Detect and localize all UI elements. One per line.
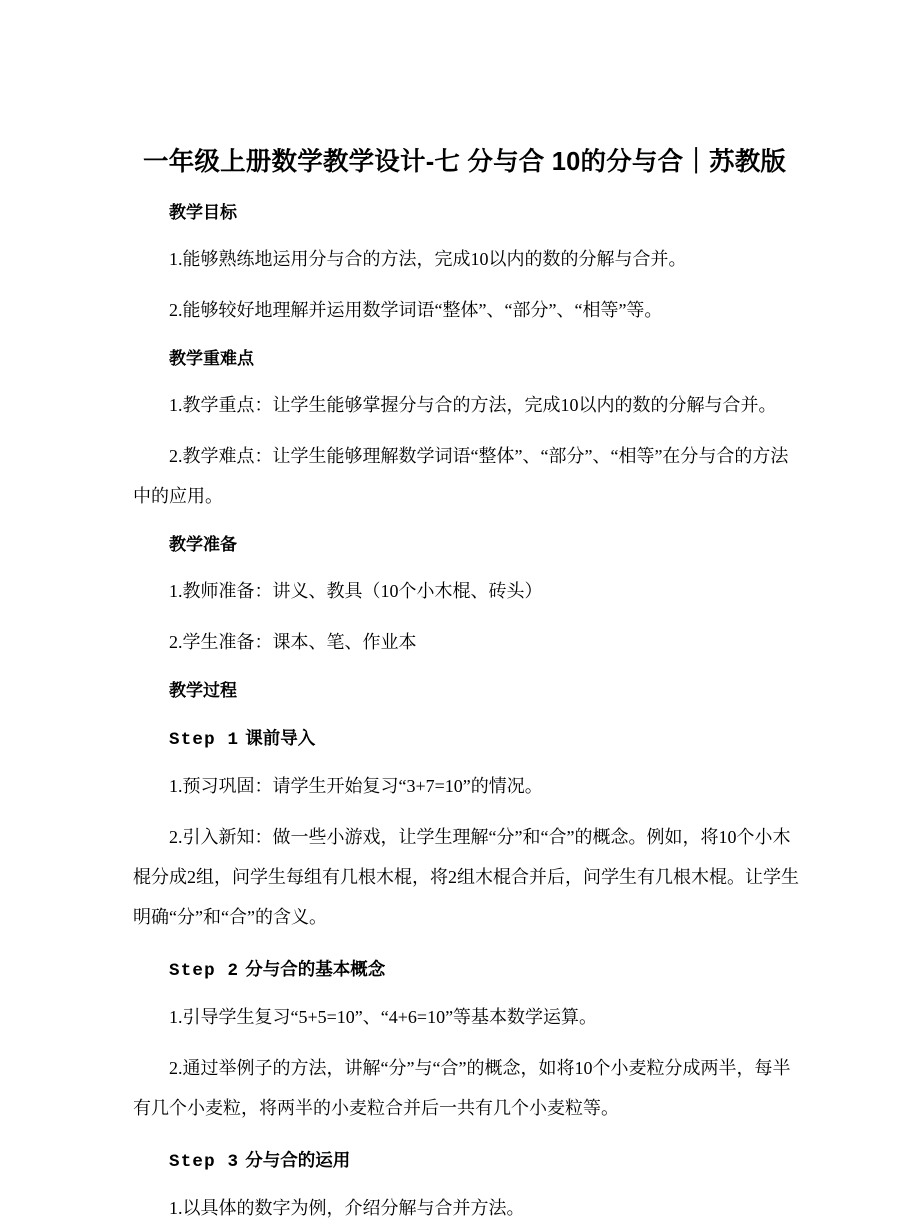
step-2-block: [133, 954, 801, 1128]
section-heading: 教学目标: [169, 203, 237, 222]
paragraph: 1.教师准备：讲义、教具（10个小木棍、砖头）: [169, 581, 543, 601]
paragraph: 1.以具体的数字为例，介绍分解与合并方法。: [169, 1198, 525, 1218]
page-title: 一年级上册数学教学设计-七 分与合 10的分与合｜苏教版: [143, 148, 787, 176]
paragraph: 2.学生准备：课本、笔、作业本: [169, 632, 417, 652]
paragraph: 1.教学重点：让学生能够掌握分与合的方法，完成10以内的数的分解与合并。: [169, 395, 777, 415]
step-title: 分与合的基本概念: [245, 959, 386, 979]
paragraph: 2.引入新知：做一些小游戏，让学生理解“分”和“合”的概念。例如，将10个小木棍分成2组，问学生每组有几根木棍，将2组木棍合并后，问学生有几根木棍。让学生明确“分”和“合”的含义。: [133, 827, 799, 927]
step-title: 分与合的运用: [245, 1150, 351, 1170]
paragraph: 1.能够熟练地运用分与合的方法，完成10以内的数的分解与合并。: [169, 249, 687, 269]
step-heading: [169, 954, 801, 986]
step-label: Step 3: [169, 1152, 240, 1172]
paragraph: 1.引导学生复习“5+5=10”、“4+6=10”等基本数学运算。: [169, 1007, 598, 1027]
document-body: [133, 140, 801, 1228]
section-heading: 教学准备: [169, 535, 237, 554]
section-heading: 教学重难点: [169, 349, 254, 368]
step-heading: [169, 1145, 801, 1177]
paragraph: 1.预习巩固：请学生开始复习“3+7=10”的情况。: [169, 776, 543, 796]
paragraph: 2.能够较好地理解并运用数学词语“整体”、“部分”、“相等”等。: [169, 300, 663, 320]
step-3-block: [133, 1145, 801, 1228]
step-1-block: [133, 723, 801, 937]
step-title: 课前导入: [245, 728, 316, 748]
step-label: Step 1: [169, 730, 240, 750]
section-teaching-preparation: [133, 530, 801, 662]
paragraph: 2.通过举例子的方法，讲解“分”与“合”的概念，如将10个小麦粒分成两半，每半有几个小麦粒，将两半的小麦粒合并后一共有几个小麦粒等。: [133, 1058, 791, 1118]
step-heading: [169, 723, 801, 755]
step-label: Step 2: [169, 961, 240, 981]
paragraph: 2.教学难点：让学生能够理解数学词语“整体”、“部分”、“相等”在分与合的方法中的应用。: [133, 446, 789, 506]
section-teaching-process: [133, 676, 801, 706]
section-key-difficult-points: [133, 344, 801, 516]
section-teaching-objectives: [133, 198, 801, 330]
section-heading: 教学过程: [169, 681, 237, 700]
